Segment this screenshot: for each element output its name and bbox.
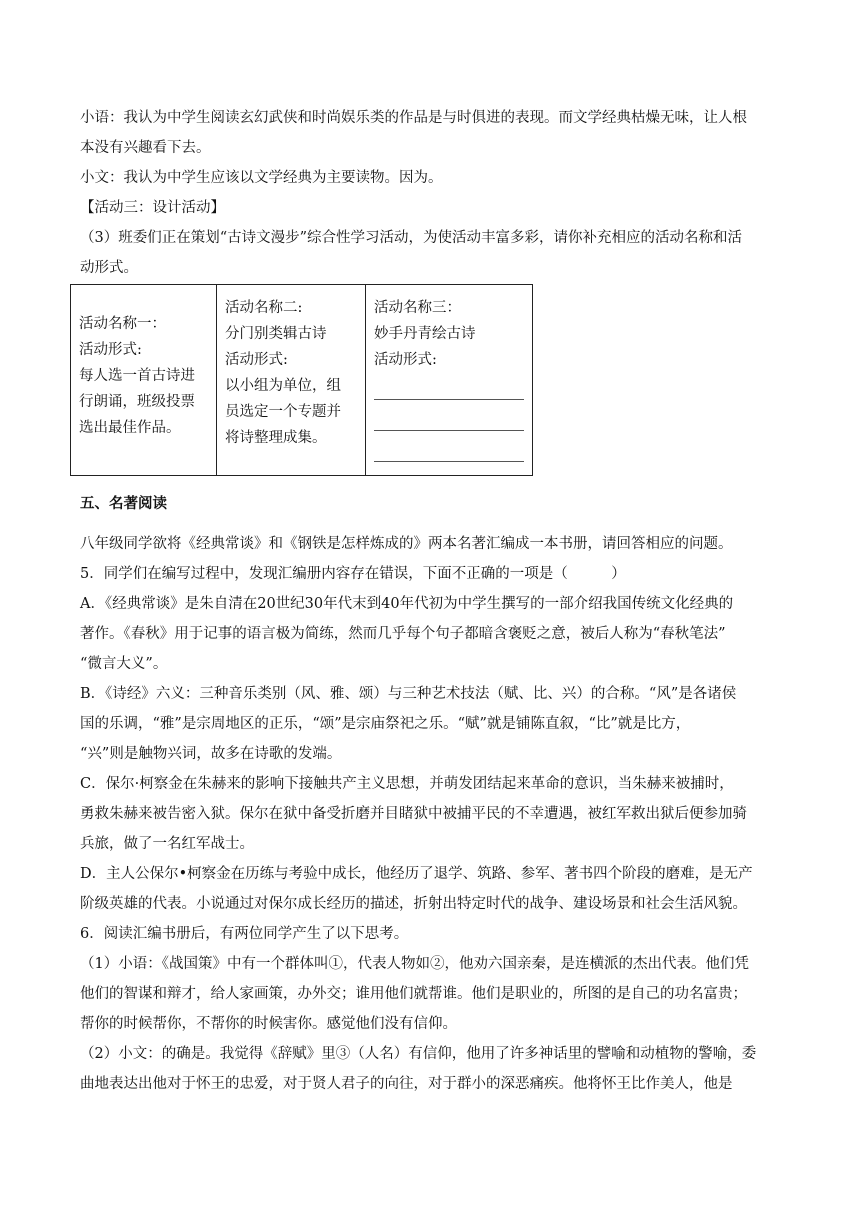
paragraph-xiaoyu-line1: 小语：我认为中学生阅读玄幻武侠和时尚娱乐类的作品是与时俱进的表现。而文学经典枯燥无味，让人根 <box>80 110 747 126</box>
activity2-name: 分门别类辑古诗 <box>225 326 327 342</box>
activity3-form-label: 活动形式: <box>374 352 437 368</box>
activity2-form-text: 以小组为单位，组 <box>225 378 341 394</box>
question6-part1-line3: 帮你的时候帮你，不帮你的时候害你。感觉他们没有信仰。 <box>80 1016 457 1032</box>
activity3-name: 妙手丹青绘古诗 <box>374 326 476 342</box>
option-b-line3: “兴”则是触物兴词，故多在诗歌的发端。 <box>80 746 342 762</box>
activity3-name-label: 活动名称三： <box>374 300 461 316</box>
activity1-form-label: 活动形式: <box>79 342 142 358</box>
activity1-name: 活动名称一： <box>79 316 166 332</box>
option-c-line2: 勇救朱赫来被告密入狱。保尔在狱中备受折磨并目睹狱中被捕平民的不幸遭遇，被红军救出狱后便参加骑 <box>80 806 747 822</box>
answer-blank[interactable] <box>374 439 524 462</box>
section5-heading: 五、名著阅读 <box>80 495 167 512</box>
activity3-heading: 【活动三：设计活动】 <box>80 200 225 216</box>
option-c-line3: 兵旅，做了一名红军战士。 <box>80 836 254 852</box>
activity-cell-3 <box>366 285 532 475</box>
activity2-form-text: 将诗整理成集。 <box>225 430 327 446</box>
option-d-line1: D．主人公保尔•柯察金在历练与考验中成长，他经历了退学、筑路、参军、著书四个阶段的磨难，是无产 <box>80 866 753 882</box>
option-a-line2: 著作。《春秋》用于记事的语言极为简练，然而几乎每个句子都暗含褒贬之意，被后人称为“春秋笔法” <box>80 626 726 642</box>
option-c-line1: C．保尔·柯察金在朱赫来的影响下接触共产主义思想，并萌发团结起来革命的意识，当朱赫来被捕时， <box>80 776 734 792</box>
question6-part1-line1: （1）小语：《战国策》中有一个群体叫①，代表人物如②，他劝六国亲秦，是连横派的杰出代表。他们凭 <box>80 956 749 972</box>
question3-line1: （3）班委们正在策划“古诗文漫步”综合性学习活动，为使活动丰富多彩，请你补充相应的活动名称和活 <box>80 230 743 246</box>
activity2-form-text: 员选定一个专题并 <box>225 404 341 420</box>
question6-part2-line1: （2）小文：的确是。我觉得《辞赋》里③（人名）有信仰，他用了许多神话里的譬喻和动植物的警喻，委 <box>80 1046 757 1062</box>
activity1-form-text: 选出最佳作品。 <box>79 420 181 436</box>
question6: 6．阅读汇编书册后，有两位同学产生了以下思考。 <box>80 926 409 942</box>
option-a-line1: A．《经典常谈》是朱自清在20世纪30年代末到40年代初为中学生撰写的一部介绍我国传统文化经典的 <box>80 596 734 612</box>
question6-part1-line2: 他们的智谋和辩才，给人家画策，办外交；谁用他们就帮谁。他们是职业的，所图的是自己的功名富贵； <box>80 986 747 1002</box>
question3-line2: 动形式。 <box>80 260 138 276</box>
activity2-name-label: 活动名称二: <box>225 300 303 316</box>
activity-cell-1 <box>71 285 217 475</box>
answer-blank[interactable] <box>374 408 524 431</box>
answer-blank[interactable] <box>374 377 524 400</box>
activity-table <box>70 284 533 476</box>
activity2-form-label: 活动形式: <box>225 352 288 368</box>
intro-paragraph: 八年级同学欲将《经典常谈》和《钢铁是怎样炼成的》两本名著汇编成一本书册，请回答相应的问题。 <box>80 536 733 552</box>
activity1-form-text: 行朗诵，班级投票 <box>79 394 195 410</box>
option-d-line2: 阶级英雄的代表。小说通过对保尔成长经历的描述，折射出特定时代的战争、建设场景和社会生活风貌。 <box>80 896 747 912</box>
activity1-form-text: 每人选一首古诗进 <box>79 368 195 384</box>
option-a-line3: “微言大义”。 <box>80 656 168 672</box>
activity-cell-2 <box>217 285 366 475</box>
question6-part2-line2: 曲地表达出他对于怀王的忠爱，对于贤人君子的向往，对于群小的深恶痛疾。他将怀王比作美人，他是 <box>80 1076 733 1092</box>
paragraph-xiaowen: 小文：我认为中学生应该以文学经典为主要读物。因为。 <box>80 170 443 186</box>
option-b-line1: B．《诗经》六义：三种音乐类别（风、雅、颂）与三种艺术技法（赋、比、兴）的合称。“风”是各诸侯 <box>80 686 737 702</box>
paragraph-xiaoyu-line2: 本没有兴趣看下去。 <box>80 140 211 156</box>
question5: 5．同学们在编写过程中，发现汇编册内容存在错误，下面不正确的一项是（ ） <box>80 566 626 582</box>
option-b-line2: 国的乐调，“雅”是宗周地区的正乐，“颂”是宗庙祭祀之乐。“赋”就是铺陈直叙，“比”就是比方， <box>80 716 691 732</box>
